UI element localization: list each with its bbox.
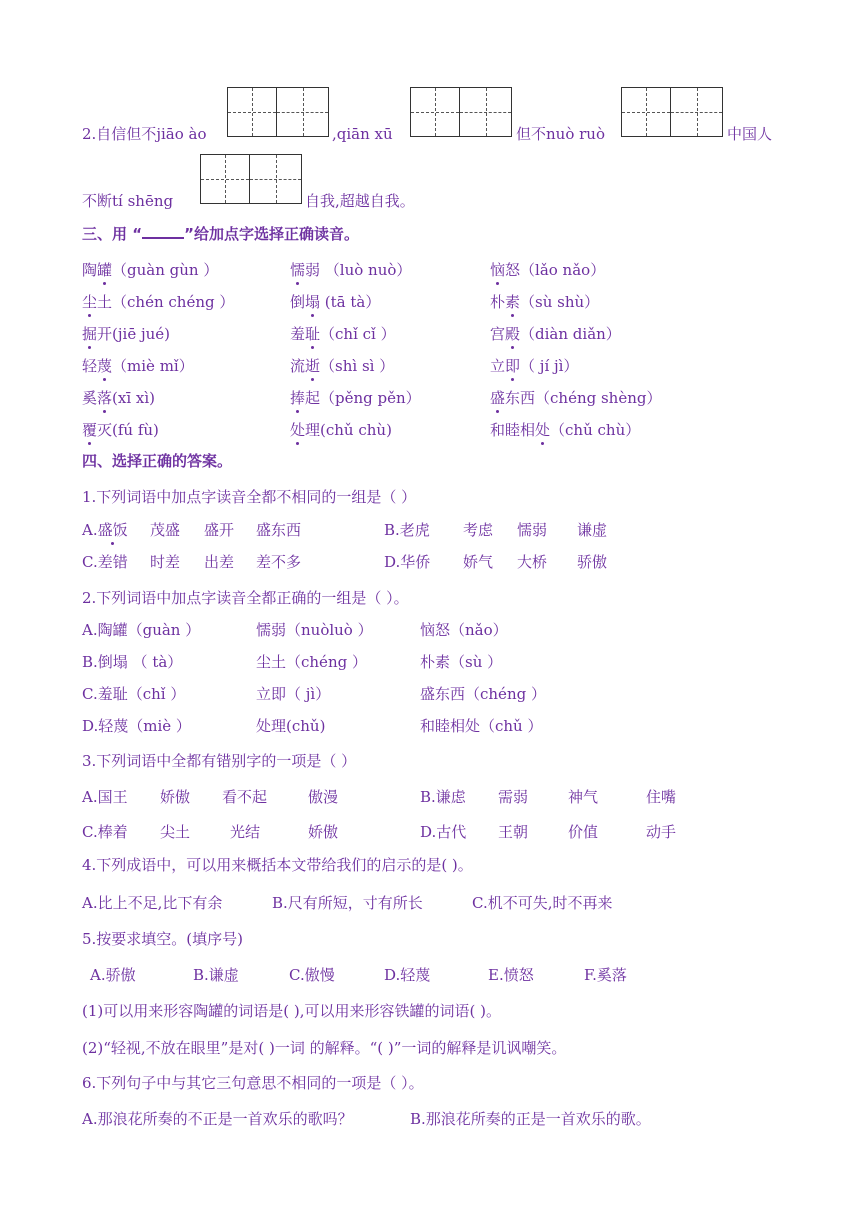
q4-3: 3.下列词语中全都有错别字的一项是（ ） [82, 752, 357, 770]
option-word: 差错 [97, 553, 128, 571]
q4-1-option-d-w2 [463, 552, 493, 572]
dotted-character: 覆 [82, 421, 98, 439]
q2-line1 [82, 124, 206, 144]
q4-1-option-a-w2 [150, 520, 180, 540]
reading-item [82, 356, 194, 376]
option-item: D.轻蔑（miè ） [82, 717, 191, 735]
reading-item [290, 292, 380, 312]
q4-4-option-a: A.比上不足,比下有余 [82, 894, 223, 912]
section3-heading-a: 三、用 “ [82, 225, 143, 243]
dotted-character: 蔑 [97, 357, 113, 375]
q4-1-option-a [82, 520, 128, 540]
option-word: 骄傲 [577, 553, 608, 571]
q4-1-option-c-w4 [256, 552, 301, 572]
word-pinyin-options: 土（chén chéng ） [97, 293, 235, 311]
option-label: B. [384, 521, 400, 539]
option-word: D.轻蔑 [384, 966, 431, 984]
dotted-character: 落 [97, 389, 113, 407]
option-word: 住嘴 [646, 788, 677, 806]
option-item: 盛东西（chéng ） [420, 685, 546, 703]
option-word: 看不起 [222, 788, 268, 806]
word-pinyin-options: 开(jiē jué) [97, 325, 171, 343]
option-label: A. [82, 521, 98, 539]
q4-1-option-b-w4 [577, 520, 607, 540]
q4-1-option-a-w4 [256, 520, 301, 540]
reading-item [82, 420, 159, 440]
q4-1-option-a-w3 [204, 520, 234, 540]
q2-pinyin-1: jiāo ào [156, 125, 207, 143]
q2-pinyin-2: qiān xū [336, 125, 393, 143]
word-pinyin-options: (tā tà） [320, 293, 381, 311]
q4-1-option-c [82, 552, 128, 572]
q4-6-option-a: A.那浪花所奏的不正是一首欢乐的歌吗？ [82, 1110, 353, 1128]
reading-item [490, 420, 640, 440]
option-word: 娇傲 [160, 788, 191, 806]
option-item: 尘土（chéng ） [256, 653, 367, 671]
writing-grid-2[interactable] [410, 87, 512, 137]
q2-sep: , [332, 125, 337, 143]
dotted-character: 尘 [82, 293, 98, 311]
grid-cell[interactable] [621, 87, 671, 137]
writing-grid-1[interactable] [227, 87, 329, 137]
dotted-character: 塌 [305, 293, 321, 311]
q4-1-option-d [384, 552, 430, 572]
reading-item [290, 388, 421, 408]
word-part: 流 [290, 357, 306, 375]
word-pinyin-options: （guàn gùn ） [112, 261, 219, 279]
q4-1-option-c-w3 [204, 552, 234, 572]
option-word: 老虎 [399, 521, 430, 539]
q4-5: 5.按要求填空。(填序号) [82, 930, 244, 948]
grid-cell[interactable] [671, 87, 723, 137]
grid-cell[interactable] [250, 154, 302, 204]
dotted-character: 逝 [305, 357, 321, 375]
word-part: 羞 [290, 325, 306, 343]
option-word: 出差 [204, 553, 235, 571]
reading-item [490, 260, 605, 280]
q2-prefix: 2.自信但不 [82, 125, 157, 143]
dotted-character: 懦 [290, 261, 306, 279]
option-word: 盛饭 [97, 521, 128, 539]
dotted-character: 处 [290, 421, 306, 439]
option-word: 光结 [230, 823, 261, 841]
option-word: 时差 [150, 553, 181, 571]
option-word: 盛开 [204, 521, 235, 539]
option-word: C.棒着 [82, 823, 128, 841]
word-part: 朴 [490, 293, 506, 311]
reading-item [82, 292, 234, 312]
dotted-character: 耻 [305, 325, 321, 343]
option-word: 盛东西 [256, 521, 302, 539]
word-pinyin-options: 弱 （luò nuò） [305, 261, 412, 279]
q4-1: 1.下列词语中加点字读音全都不相同的一组是（ ） [82, 488, 417, 506]
option-word: 茂盛 [150, 521, 181, 539]
option-item: B.倒塌 （ tà） [82, 653, 183, 671]
section4-heading: 四、选择正确的答案。 [82, 452, 233, 470]
option-word: E.愤怒 [488, 966, 534, 984]
option-word: 大桥 [517, 553, 548, 571]
grid-cell[interactable] [410, 87, 460, 137]
option-word: A.国王 [82, 788, 128, 806]
word-part: 宫 [490, 325, 506, 343]
dotted-character: 盛 [490, 389, 506, 407]
dotted-character: 素 [505, 293, 521, 311]
q2-pinyin-4: tí shēng [112, 192, 174, 210]
option-word: C.傲慢 [289, 966, 335, 984]
grid-cell[interactable] [460, 87, 512, 137]
option-word: 华侨 [400, 553, 431, 571]
q4-4-option-b: B.尺有所短，寸有所长 [272, 894, 423, 912]
q4-6-option-b: B.那浪花所奏的正是一首欢乐的歌。 [410, 1110, 651, 1128]
reading-item [290, 356, 394, 376]
reading-item [290, 324, 396, 344]
word-pinyin-options: （chǔ chù） [550, 421, 641, 439]
q4-1-option-b [384, 520, 430, 540]
section3-heading-b: ”给加点字选择正确读音。 [184, 225, 359, 243]
q2-line2-prefix: 不断 [82, 192, 113, 210]
reading-item [82, 260, 218, 280]
dotted-character: 捧 [290, 389, 306, 407]
option-word: 娇气 [463, 553, 494, 571]
option-word: A.骄傲 [90, 966, 136, 984]
dotted-character: 掘 [82, 325, 98, 343]
q4-1-option-c-w2 [150, 552, 180, 572]
q2-suffix1: 中国人 [727, 125, 773, 143]
dotted-character: 即 [505, 357, 521, 375]
section3-heading [82, 224, 359, 244]
writing-grid-3[interactable] [621, 87, 723, 137]
option-word: 娇傲 [308, 823, 339, 841]
writing-grid-4[interactable] [200, 154, 302, 204]
option-item: 处理(chǔ) [256, 717, 326, 735]
word-pinyin-options: 怒（lǎo nǎo） [505, 261, 606, 279]
grid-cell[interactable] [227, 87, 277, 137]
option-item: C.羞耻（chǐ ） [82, 685, 186, 703]
option-word: 神气 [568, 788, 599, 806]
option-item: 立即（ jì） [256, 685, 331, 703]
word-pinyin-options: 东西（chéng shèng） [505, 389, 662, 407]
option-word: 需弱 [498, 788, 529, 806]
option-word: F.奚落 [584, 966, 627, 984]
option-item: 恼怒（nǎo） [420, 621, 508, 639]
option-item: 和睦相处（chǔ ） [420, 717, 543, 735]
reading-item [82, 324, 170, 344]
reading-item [490, 356, 578, 376]
option-item: 朴素（sù ） [420, 653, 503, 671]
option-item: A.陶罐（guàn ） [82, 621, 201, 639]
option-item: 懦弱（nuòluò ） [256, 621, 373, 639]
word-part: 陶 [82, 261, 98, 279]
option-label: D. [384, 553, 401, 571]
blank-line [142, 225, 184, 239]
q2-seg-3 [516, 124, 605, 144]
option-label: C. [82, 553, 98, 571]
option-word: B.谦虚 [193, 966, 239, 984]
q2-line2 [82, 191, 173, 211]
word-part: 奚 [82, 389, 98, 407]
reading-item [82, 388, 155, 408]
dotted-character: 处 [535, 421, 551, 439]
grid-cell[interactable] [200, 154, 250, 204]
word-pinyin-options: （miè mǐ） [112, 357, 194, 375]
q4-1-option-b-w3 [517, 520, 547, 540]
q4-1-option-b-w2 [463, 520, 493, 540]
q2-suffix2: 自我,超越自我。 [305, 192, 415, 210]
q4-5-2: (2)“轻视,不放在眼里”是对( )一词 的解释。“( )”一词的解释是讥讽嘲笑。 [82, 1039, 567, 1057]
dotted-character: 恼 [490, 261, 506, 279]
option-word: 傲漫 [308, 788, 339, 806]
q4-1-option-d-w3 [517, 552, 547, 572]
word-pinyin-options: （ jí jì） [520, 357, 579, 375]
q4-2: 2.下列词语中加点字读音全都正确的一组是（ ）。 [82, 589, 409, 607]
word-pinyin-options: （diàn diǎn） [520, 325, 621, 343]
option-word: 动手 [646, 823, 677, 841]
word-pinyin-options: 理(chǔ chù) [305, 421, 392, 439]
grid-cell[interactable] [277, 87, 329, 137]
word-part: 和睦相 [490, 421, 536, 439]
option-word: 谦虚 [577, 521, 608, 539]
q2-mid: 但不 [516, 125, 547, 143]
q4-6: 6.下列句子中与其它三句意思不相同的一项是（ ）。 [82, 1074, 424, 1092]
q2-seg-2 [332, 124, 393, 144]
dotted-character: 罐 [97, 261, 113, 279]
option-word: 考虑 [463, 521, 494, 539]
reading-item [290, 420, 392, 440]
q4-5-1: (1)可以用来形容陶罐的词语是( ),可以用来形容铁罐的词语( )。 [82, 1002, 501, 1020]
option-word: 差不多 [256, 553, 302, 571]
word-pinyin-options: （chǐ cǐ ） [320, 325, 396, 343]
option-word: 价值 [568, 823, 599, 841]
word-pinyin-options: 灭(fú fù) [97, 421, 159, 439]
word-part: 立 [490, 357, 506, 375]
option-word: 尖土 [160, 823, 191, 841]
dotted-character: 殿 [505, 325, 521, 343]
word-pinyin-options: 起（pěng pěn） [305, 389, 421, 407]
q4-1-option-d-w4 [577, 552, 607, 572]
reading-item [290, 260, 411, 280]
q2-pinyin-3: nuò ruò [546, 125, 605, 143]
word-part: 倒 [290, 293, 306, 311]
word-part: 轻 [82, 357, 98, 375]
q4-4-option-c: C.机不可失,时不再来 [472, 894, 613, 912]
option-word: 王朝 [498, 823, 529, 841]
word-pinyin-options: （shì sì ） [320, 357, 395, 375]
option-word: D.古代 [420, 823, 467, 841]
option-word: B.谦虑 [420, 788, 466, 806]
reading-item [490, 292, 599, 312]
option-word: 懦弱 [517, 521, 548, 539]
q4-4: 4.下列成语中，可以用来概括本文带给我们的启示的是( )。 [82, 856, 473, 874]
reading-item [490, 324, 621, 344]
reading-item [490, 388, 661, 408]
word-pinyin-options: (xī xì) [112, 389, 156, 407]
word-pinyin-options: （sù shù） [520, 293, 600, 311]
